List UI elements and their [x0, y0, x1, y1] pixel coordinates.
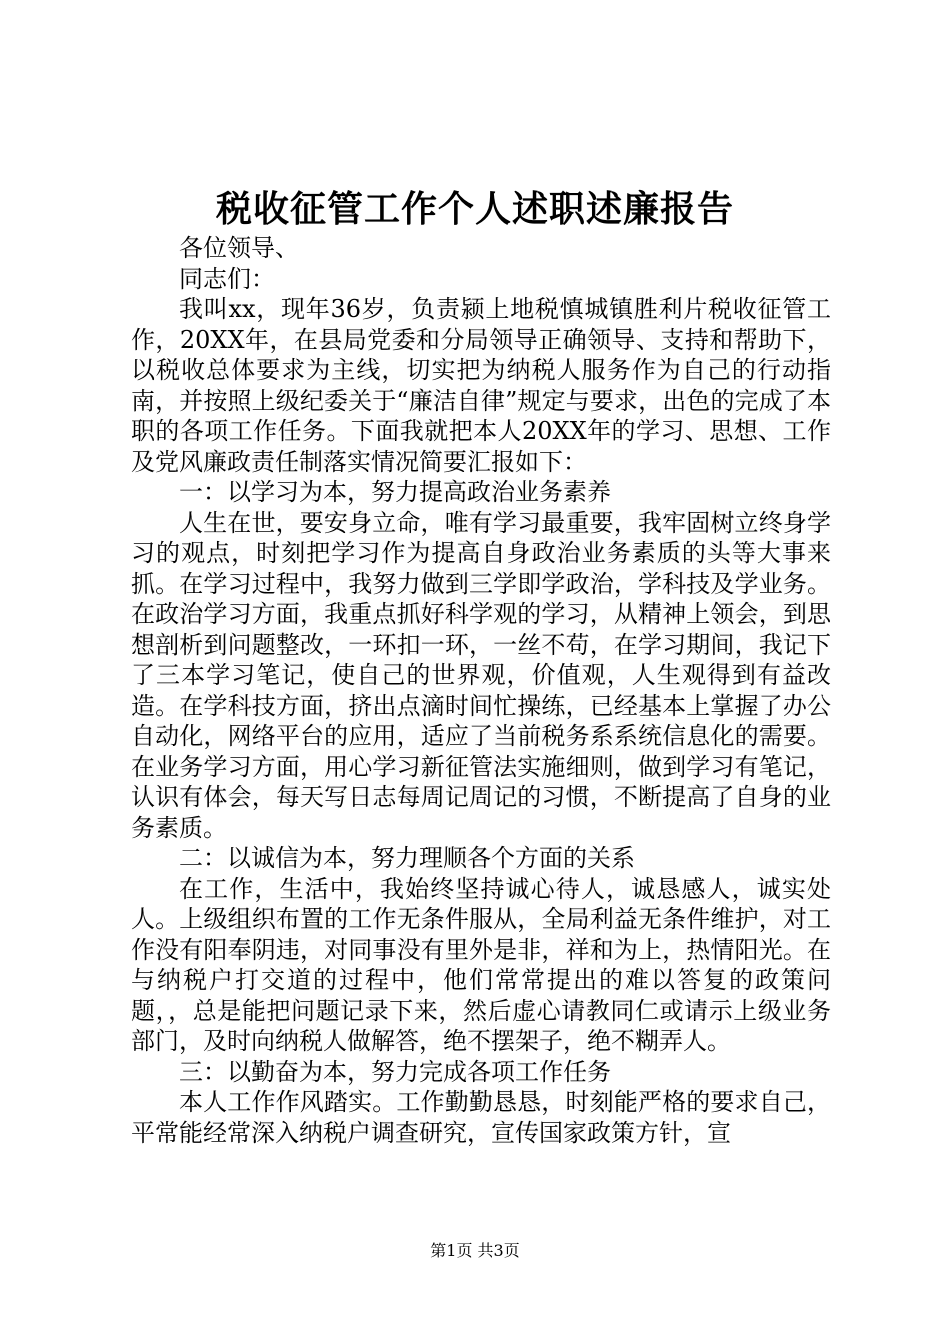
salutation-line-1: 各位领导、: [179, 234, 299, 262]
page-number-footer: 第1页 共3页: [430, 1241, 520, 1260]
section-heading-2: 二：以诚信为本，努力理顺各个方面的关系: [179, 844, 635, 872]
document-title: 税收征管工作个人述职述廉报告: [215, 188, 734, 230]
section-heading-1: 一：以学习为本，努力提高政治业务素养: [179, 478, 611, 506]
intro-paragraph: 我叫xx，现年36岁，负责颍上地税慎城镇胜利片税收征管工作，20XX年，在县局党委和分局领导正确领导、支持和帮助下，以税收总体要求为主线，切实把为纳税人服务作为自己的行动指南，并按照上级纪委关于“廉洁自律”规定与要求，出色的完成了本职的各项工作任务。下面我就把本人20XX年的学习、思想、工作及党风廉政责任制落实情况简要汇报如下：: [131, 295, 831, 476]
document-body: [131, 233, 831, 1148]
section-paragraph-2: 在工作，生活中，我始终坚持诚心待人，诚恳感人，诚实处人。上级组织布置的工作无条件服从，全局利益无条件维护，对工作没有阳奉阴违，对同事没有里外是非，祥和为上，热情阳光。在与纳税户打交道的过程中，他们常常提出的难以答复的政策问题，，总是能把问题记录下来，然后虚心请教同仁或请示上级业务部门，及时向纳税人做解答，绝不摆架子，绝不糊弄人。: [131, 874, 831, 1055]
salutation-line-2: 同志们：: [179, 264, 275, 293]
section-paragraph-1: 人生在世，要安身立命，唯有学习最重要，我牢固树立终身学习的观点，时刻把学习作为提高自身政治业务素质的头等大事来抓。在学习过程中，我努力做到三学即学政治，学科技及学业务。在政治学习方面，我重点抓好科学观的学习，从精神上领会，到思想剖析到问题整改，一环扣一环，一丝不苟，在学习期间，我记下了三本学习笔记，使自己的世界观，价值观，人生观得到有益改造。在学科技方面，挤出点滴时间忙操练，已经基本上掌握了办公自动化，网络平台的应用，适应了当前税务系系统信息化的需要。在业务学习方面，用心学习新征管法实施细则，做到学习有笔记，认识有体会，每天写日志每周记周记的习惯，不断提高了自身的业务素质。: [131, 508, 831, 842]
section-heading-3: 三：以勤奋为本，努力完成各项工作任务: [179, 1057, 611, 1086]
section-paragraph-3: 本人工作作风踏实。工作勤勤恳恳，时刻能严格的要求自己，平常能经常深入纳税户调查研究，宣传国家政策方针，宣: [131, 1088, 831, 1147]
